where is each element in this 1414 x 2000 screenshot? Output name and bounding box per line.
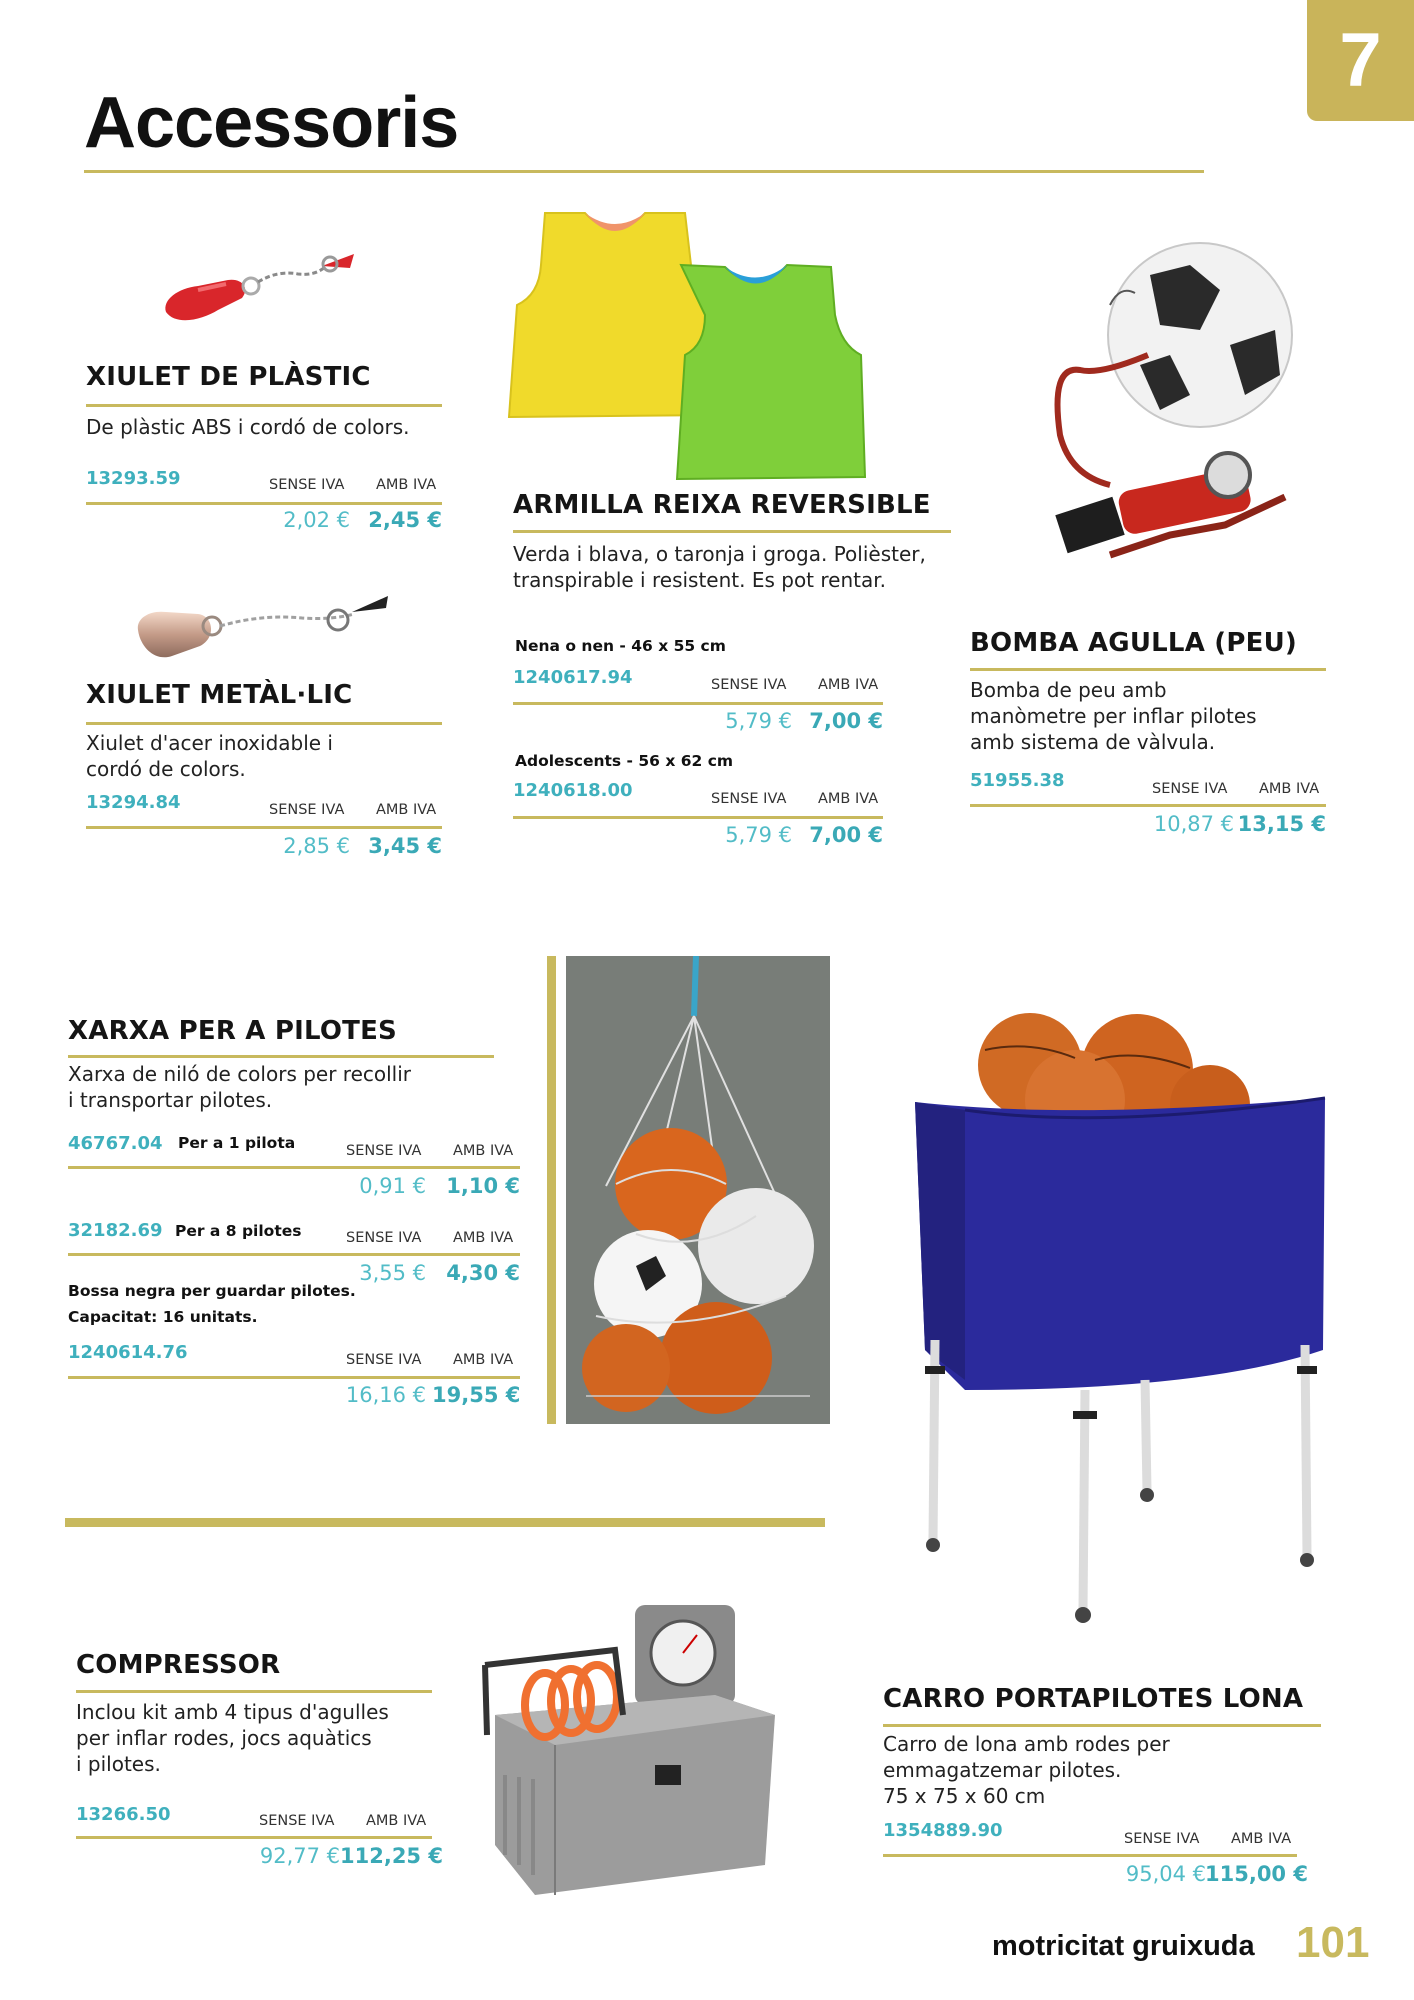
label-without-vat: SENSE IVA (711, 677, 787, 693)
label-without-vat: SENSE IVA (711, 791, 787, 807)
product-description: Verda i blava, o taronja i groga. Polièster, transpirable i resistent. Es pot rentar. (513, 542, 926, 592)
label-with-vat: AMB IVA (376, 477, 437, 493)
price-with-vat: 112,25 € (340, 1844, 443, 1868)
label-without-vat: SENSE IVA (346, 1230, 422, 1246)
divider (68, 1253, 520, 1256)
label-with-vat: AMB IVA (376, 802, 437, 818)
product-description: Carro de lona amb rodes per emmagatzemar pilotes. 75 x 75 x 60 cm (883, 1732, 1170, 1808)
plastic-whistle-image (158, 240, 358, 340)
product-title: XARXA PER A PILOTES (68, 1016, 397, 1046)
product-code: 1240618.00 (513, 780, 633, 801)
variant-label: Bossa negra per guardar pilotes. Capacitat: 16 unitats. (68, 1282, 356, 1326)
product-description: Xiulet d'acer inoxidable i cordó de colors. (86, 731, 333, 781)
product-code: 13266.50 (76, 1804, 171, 1825)
price-with-vat: 1,10 € (446, 1174, 520, 1198)
price-without-vat: 16,16 € (345, 1383, 426, 1407)
divider (513, 702, 883, 705)
page-title: Accessoris (84, 83, 459, 163)
reversible-vest-image (505, 205, 915, 480)
divider (970, 668, 1326, 671)
label-with-vat: AMB IVA (453, 1143, 514, 1159)
product-code: 1240614.76 (68, 1342, 188, 1363)
price-with-vat: 7,00 € (809, 823, 883, 847)
divider (86, 502, 442, 505)
divider (76, 1836, 432, 1839)
price-without-vat: 95,04 € (1125, 1862, 1206, 1886)
section-divider (65, 1518, 825, 1527)
divider (970, 804, 1326, 807)
accent-bar (547, 956, 556, 1424)
label-with-vat: AMB IVA (1259, 781, 1320, 797)
product-description: Inclou kit amb 4 tipus d'agulles per inflar rodes, jocs aquàtics i pilotes. (76, 1700, 389, 1776)
ball-cart-image (905, 1010, 1335, 1630)
price-without-vat: 5,79 € (725, 823, 792, 847)
product-title: XIULET METÀL·LIC (86, 680, 353, 710)
product-title: BOMBA AGULLA (PEU) (970, 628, 1297, 658)
divider (883, 1724, 1321, 1727)
title-underline (84, 170, 1204, 173)
label-with-vat: AMB IVA (453, 1230, 514, 1246)
price-with-vat: 3,45 € (368, 834, 442, 858)
divider (68, 1166, 520, 1169)
product-code: 51955.38 (970, 770, 1065, 791)
variant-label: Nena o nen - 46 x 55 cm (515, 637, 726, 655)
price-without-vat: 10,87 € (1153, 812, 1234, 836)
variant-label: Per a 1 pilota (178, 1134, 296, 1152)
product-title: ARMILLA REIXA REVERSIBLE (513, 490, 931, 520)
chapter-tab: 7 (1307, 0, 1414, 121)
label-without-vat: SENSE IVA (269, 477, 345, 493)
label-without-vat: SENSE IVA (346, 1143, 422, 1159)
price-without-vat: 0,91 € (359, 1174, 426, 1198)
product-code: 13294.84 (86, 792, 181, 813)
product-code: 46767.04 (68, 1133, 163, 1154)
divider (68, 1055, 494, 1058)
price-without-vat: 92,77 € (259, 1844, 340, 1868)
label-without-vat: SENSE IVA (1124, 1831, 1200, 1847)
price-with-vat: 13,15 € (1237, 812, 1326, 836)
foot-pump-image (1050, 235, 1300, 595)
product-code: 1354889.90 (883, 1820, 1003, 1841)
price-with-vat: 2,45 € (368, 508, 442, 532)
product-title: CARRO PORTAPILOTES LONA (883, 1684, 1304, 1714)
price-with-vat: 4,30 € (446, 1261, 520, 1285)
label-with-vat: AMB IVA (453, 1352, 514, 1368)
divider (883, 1854, 1297, 1857)
product-code: 13293.59 (86, 468, 181, 489)
divider (68, 1376, 520, 1379)
price-without-vat: 5,79 € (725, 709, 792, 733)
label-with-vat: AMB IVA (366, 1813, 427, 1829)
product-description: Xarxa de niló de colors per recollir i transportar pilotes. (68, 1062, 412, 1112)
product-title: XIULET DE PLÀSTIC (86, 362, 371, 392)
footer-section-name: motricitat gruixuda (992, 1930, 1255, 1962)
page-number: 101 (1296, 1918, 1370, 1967)
label-without-vat: SENSE IVA (346, 1352, 422, 1368)
label-with-vat: AMB IVA (1231, 1831, 1292, 1847)
price-with-vat: 19,55 € (432, 1383, 521, 1407)
divider (86, 826, 442, 829)
variant-label: Per a 8 pilotes (175, 1222, 302, 1240)
product-code: 32182.69 (68, 1220, 163, 1241)
price-with-vat: 115,00 € (1205, 1862, 1308, 1886)
product-title: COMPRESSOR (76, 1650, 281, 1680)
product-description: Bomba de peu amb manòmetre per inflar pilotes amb sistema de vàlvula. (970, 678, 1257, 754)
product-description: De plàstic ABS i cordó de colors. (86, 415, 410, 439)
label-without-vat: SENSE IVA (259, 1813, 335, 1829)
divider (76, 1690, 432, 1693)
ball-net-image (566, 956, 830, 1424)
divider (513, 816, 883, 819)
divider (86, 404, 442, 407)
metal-whistle-image (132, 590, 392, 670)
compressor-image (475, 1595, 775, 1900)
price-without-vat: 2,02 € (283, 508, 350, 532)
divider (86, 722, 442, 725)
label-with-vat: AMB IVA (818, 791, 879, 807)
price-with-vat: 7,00 € (809, 709, 883, 733)
price-without-vat: 2,85 € (283, 834, 350, 858)
price-without-vat: 3,55 € (359, 1261, 426, 1285)
divider (513, 530, 951, 533)
variant-label: Adolescents - 56 x 62 cm (515, 752, 734, 770)
product-code: 1240617.94 (513, 667, 633, 688)
label-with-vat: AMB IVA (818, 677, 879, 693)
label-without-vat: SENSE IVA (1152, 781, 1228, 797)
label-without-vat: SENSE IVA (269, 802, 345, 818)
